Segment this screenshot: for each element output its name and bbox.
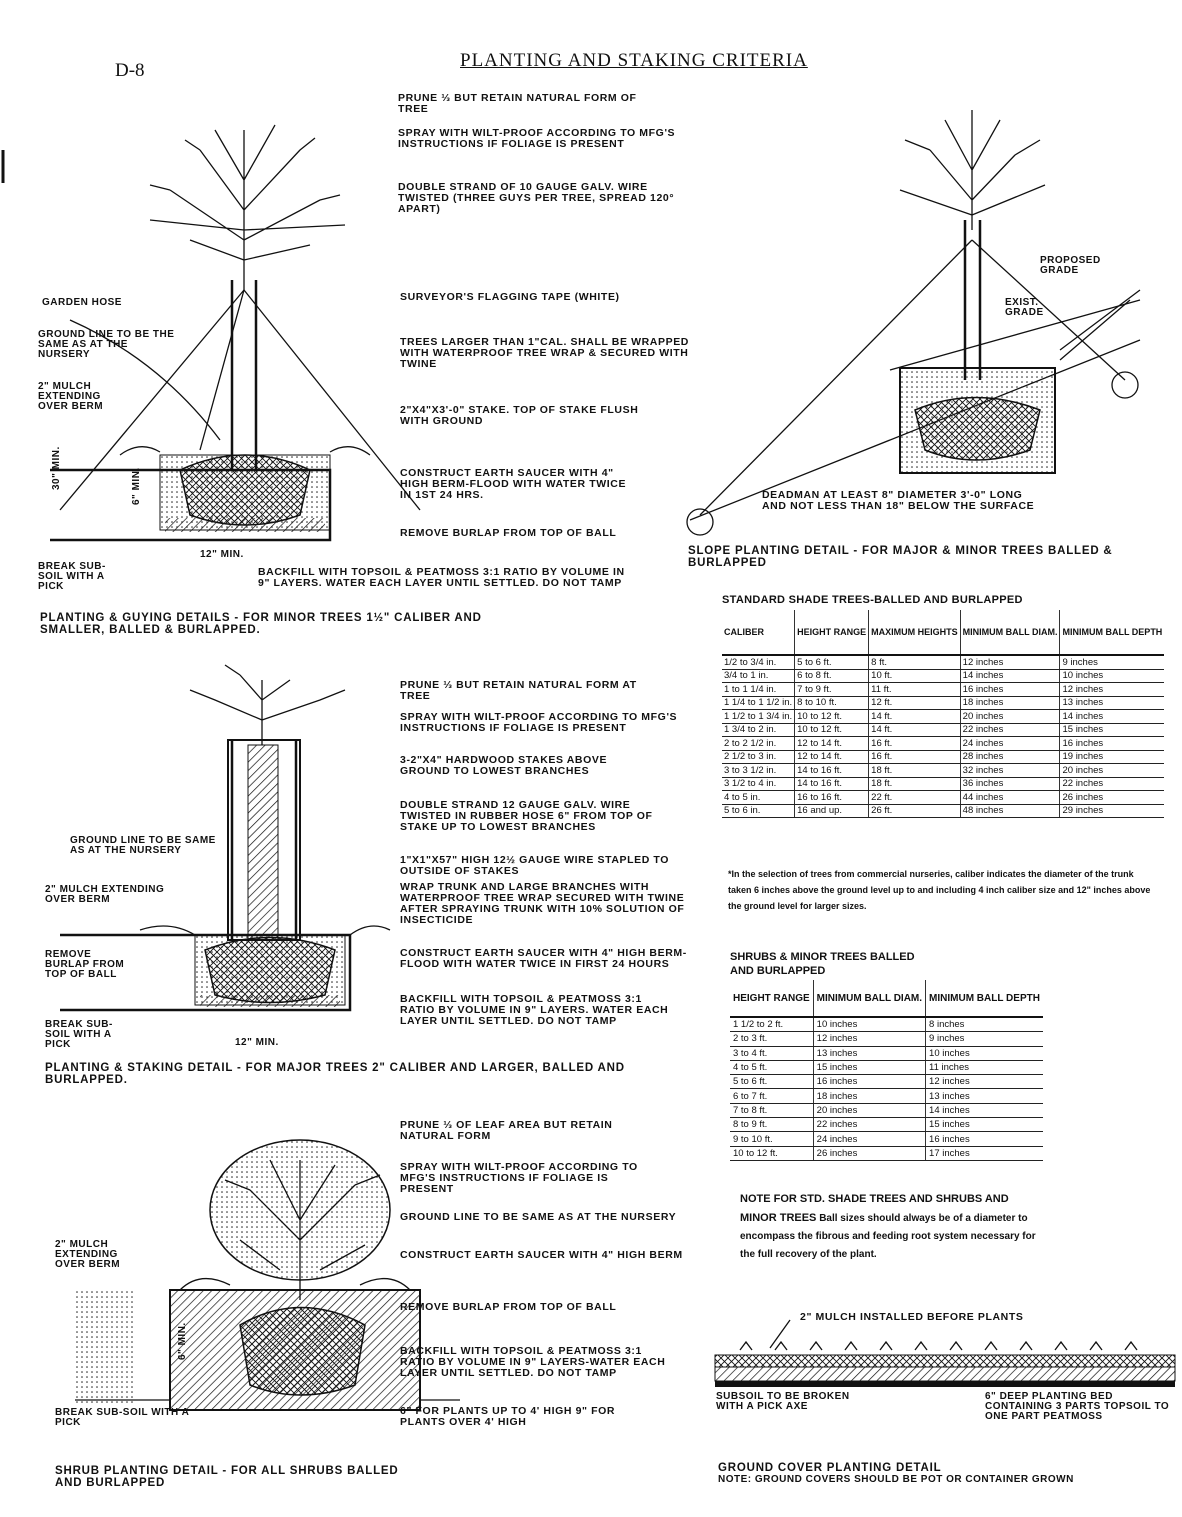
shrub-cell: 6 to 7 ft. bbox=[730, 1089, 813, 1103]
table-row bbox=[730, 1146, 1043, 1160]
shade-table-title: STANDARD SHADE TREES-BALLED AND BURLAPPED bbox=[722, 594, 1023, 606]
shade-cell: 1 1/2 to 1 3/4 in. bbox=[722, 710, 795, 724]
shrub-cell: 15 inches bbox=[813, 1060, 925, 1074]
shade-cell: 5 to 6 ft. bbox=[795, 655, 869, 669]
shrub-cell: 20 inches bbox=[813, 1103, 925, 1117]
callout-ground-line-3: GROUND LINE TO BE SAME AS AT THE NURSERY bbox=[400, 1211, 677, 1223]
shade-cell: 18 inches bbox=[960, 696, 1060, 710]
callout-backfill-3: BACKFILL WITH TOPSOIL & PEATMOSS 3:1 RATIO BY VOLUME IN 9" LAYERS-WATER EACH LAYER UNTIL SETTLED. DO NOT TAMP bbox=[400, 1345, 666, 1379]
shade-cell: 22 inches bbox=[960, 723, 1060, 737]
shrub-cell: 7 to 8 ft. bbox=[730, 1103, 813, 1117]
shade-cell: 9 inches bbox=[1060, 655, 1164, 669]
callout-tree-wrap: TREES LARGER THAN 1"CAL. SHALL BE WRAPPED WITH WATERPROOF TREE WRAP & SECURED WITH TWINE bbox=[400, 336, 689, 370]
detail3-caption: SHRUB PLANTING DETAIL - FOR ALL SHRUBS BALLED AND BURLAPPED bbox=[55, 1465, 399, 1489]
shade-cell: 22 inches bbox=[1060, 777, 1164, 791]
shade-cell: 1/2 to 3/4 in. bbox=[722, 655, 795, 669]
table-row bbox=[722, 764, 1164, 778]
shrub-cell: 3 to 4 ft. bbox=[730, 1046, 813, 1060]
shrub-note-body: Ball sizes should always be of a diameter to encompass the fibrous and feeding root system necessary for the full recovery of the plant. bbox=[740, 1213, 1036, 1260]
shade-cell: 2 to 2 1/2 in. bbox=[722, 737, 795, 751]
callout-depth: 6" FOR PLANTS UP TO 4' HIGH 9" FOR PLANTS OVER 4' HIGH bbox=[400, 1405, 616, 1428]
shrub-cell: 11 inches bbox=[926, 1060, 1043, 1074]
shrub-cell: 10 to 12 ft. bbox=[730, 1146, 813, 1160]
shade-header-4: MINIMUM BALL DEPTH bbox=[1060, 610, 1164, 655]
table-row bbox=[722, 683, 1164, 697]
shrub-cell: 24 inches bbox=[813, 1132, 925, 1146]
callout-guy-wire-2: DOUBLE STRAND 12 GAUGE GALV. WIRE TWISTED IN RUBBER HOSE 6" FROM TOP OF STAKE UP TO LOWEST BRANCHES bbox=[400, 799, 653, 833]
label-ground-line: GROUND LINE TO BE THE SAME AS AT THE NURSERY bbox=[38, 329, 175, 360]
detail1-caption: PLANTING & GUYING DETAILS - FOR MINOR TREES 1½" CALIBER AND SMALLER, BALLED & BURLAPPED. bbox=[40, 612, 482, 636]
callout-spray-3: SPRAY WITH WILT-PROOF ACCORDING TO MFG'S INSTRUCTIONS IF FOLIAGE IS PRESENT bbox=[400, 1161, 638, 1195]
shade-cell: 5 to 6 in. bbox=[722, 804, 795, 818]
ground-cover-caption: GROUND COVER PLANTING DETAIL bbox=[718, 1462, 942, 1474]
page-number: D-8 bbox=[115, 60, 145, 81]
label-mulch-2: 2" MULCH EXTENDING OVER BERM bbox=[45, 884, 165, 905]
table-row bbox=[722, 737, 1164, 751]
label-mulch: 2" MULCH EXTENDING OVER BERM bbox=[38, 381, 104, 412]
shade-header-3: MINIMUM BALL DIAM. bbox=[960, 610, 1060, 655]
shrub-cell: 12 inches bbox=[926, 1075, 1043, 1089]
shade-cell: 26 inches bbox=[1060, 791, 1164, 805]
shade-cell: 20 inches bbox=[960, 710, 1060, 724]
callout-stakes: 3-2"X4" HARDWOOD STAKES ABOVE GROUND TO LOWEST BRANCHES bbox=[400, 754, 608, 777]
shade-cell: 10 ft. bbox=[869, 669, 961, 683]
shrub-cell: 8 inches bbox=[926, 1017, 1043, 1032]
callout-saucer-2: CONSTRUCT EARTH SAUCER WITH 4" HIGH BERM-FLOOD WITH WATER TWICE IN FIRST 24 HOURS bbox=[400, 947, 687, 970]
shade-cell: 4 to 5 in. bbox=[722, 791, 795, 805]
table-row bbox=[730, 1132, 1043, 1146]
shade-cell: 26 ft. bbox=[869, 804, 961, 818]
callout-burlap-3: REMOVE BURLAP FROM TOP OF BALL bbox=[400, 1301, 617, 1313]
detail2-caption: PLANTING & STAKING DETAIL - FOR MAJOR TREES 2" CALIBER AND LARGER, BALLED AND BURLAPPED. bbox=[45, 1062, 625, 1086]
label-mulch-gc: 2" MULCH INSTALLED BEFORE PLANTS bbox=[800, 1311, 1024, 1323]
callout-saucer: CONSTRUCT EARTH SAUCER WITH 4" HIGH BERM-FLOOD WITH WATER TWICE IN 1ST 24 HRS. bbox=[400, 467, 627, 501]
shade-cell: 14 to 16 ft. bbox=[795, 777, 869, 791]
shade-cell: 1 to 1 1/4 in. bbox=[722, 683, 795, 697]
table-row bbox=[722, 804, 1164, 818]
table-row bbox=[730, 1017, 1043, 1032]
shade-cell: 16 ft. bbox=[869, 737, 961, 751]
label-remove-burlap: REMOVE BURLAP FROM TOP OF BALL bbox=[45, 949, 125, 980]
shrub-cell: 2 to 3 ft. bbox=[730, 1032, 813, 1046]
table-row bbox=[730, 1089, 1043, 1103]
shade-header-1: HEIGHT RANGE bbox=[795, 610, 869, 655]
table-row bbox=[722, 655, 1164, 669]
shade-cell: 28 inches bbox=[960, 750, 1060, 764]
label-mulch-3: 2" MULCH EXTENDING OVER BERM bbox=[55, 1239, 121, 1270]
shade-cell: 16 and up. bbox=[795, 804, 869, 818]
callout-backfill-2: BACKFILL WITH TOPSOIL & PEATMOSS 3:1 RATIO BY VOLUME IN 9" LAYERS. WATER EACH LAYER UNTIL SETTLED. DO NOT TAMP bbox=[400, 993, 669, 1027]
shade-cell: 36 inches bbox=[960, 777, 1060, 791]
shrub-cell: 12 inches bbox=[813, 1032, 925, 1046]
shade-cell: 2 1/2 to 3 in. bbox=[722, 750, 795, 764]
shade-cell: 48 inches bbox=[960, 804, 1060, 818]
shrub-cell: 9 to 10 ft. bbox=[730, 1132, 813, 1146]
shade-cell: 6 to 8 ft. bbox=[795, 669, 869, 683]
page-title: PLANTING AND STAKING CRITERIA bbox=[460, 50, 808, 71]
shade-cell: 16 inches bbox=[960, 683, 1060, 697]
shade-cell: 20 inches bbox=[1060, 764, 1164, 778]
shrub-cell: 10 inches bbox=[813, 1017, 925, 1032]
shade-cell: 1 3/4 to 2 in. bbox=[722, 723, 795, 737]
shade-cell: 32 inches bbox=[960, 764, 1060, 778]
shade-cell: 15 inches bbox=[1060, 723, 1164, 737]
shade-table-footnote: *In the selection of trees from commercial nurseries, caliber indicates the diameter of the trunk taken 6 inches above the ground level up to and including 4 inch caliber size and 12" inches above the ground level for larger sizes. bbox=[728, 869, 1151, 911]
callout-wrap-trunk: WRAP TRUNK AND LARGE BRANCHES WITH WATERPROOF TREE WRAP SECURED WITH TWINE AFTER SPRAYING TRUNK WITH 10% SOLUTION OF INSECTICIDE bbox=[400, 881, 685, 926]
label-proposed-grade: PROPOSED GRADE bbox=[1040, 255, 1101, 276]
label-ground-line-2: GROUND LINE TO BE SAME AS AT THE NURSERY bbox=[70, 835, 216, 856]
shade-cell: 8 ft. bbox=[869, 655, 961, 669]
shade-cell: 14 ft. bbox=[869, 723, 961, 737]
shrub-cell: 4 to 5 ft. bbox=[730, 1060, 813, 1074]
shade-cell: 10 to 12 ft. bbox=[795, 723, 869, 737]
shrub-cell: 9 inches bbox=[926, 1032, 1043, 1046]
shrub-cell: 14 inches bbox=[926, 1103, 1043, 1117]
shade-cell: 14 to 16 ft. bbox=[795, 764, 869, 778]
callout-prune: PRUNE ⅓ BUT RETAIN NATURAL FORM OF TREE bbox=[398, 92, 637, 115]
shrub-cell: 26 inches bbox=[813, 1146, 925, 1160]
callout-saucer-3: CONSTRUCT EARTH SAUCER WITH 4" HIGH BERM bbox=[400, 1249, 683, 1261]
table-row bbox=[730, 1118, 1043, 1132]
shade-cell: 24 inches bbox=[960, 737, 1060, 751]
label-dim-30: 30" MIN. bbox=[51, 446, 62, 490]
shrub-table-title: SHRUBS & MINOR TREES BALLED AND BURLAPPED bbox=[730, 951, 915, 977]
shrub-note bbox=[740, 1190, 1036, 1264]
shrub-cell: 13 inches bbox=[926, 1089, 1043, 1103]
shade-cell: 12 to 14 ft. bbox=[795, 750, 869, 764]
label-bed-gc: 6" DEEP PLANTING BED CONTAINING 3 PARTS TOPSOIL TO ONE PART PEATMOSS bbox=[985, 1391, 1170, 1422]
shade-cell: 14 inches bbox=[960, 669, 1060, 683]
label-dim-6: 6" MIN. bbox=[131, 467, 142, 505]
callout-stake: 2"X4"X3'-0" STAKE. TOP OF STAKE FLUSH WITH GROUND bbox=[400, 404, 639, 427]
table-row bbox=[722, 791, 1164, 805]
table-row bbox=[722, 696, 1164, 710]
shade-trees-table bbox=[722, 610, 1164, 818]
shade-cell: 10 inches bbox=[1060, 669, 1164, 683]
shrubs-table bbox=[730, 980, 1043, 1161]
callout-prune-2: PRUNE ⅓ BUT RETAIN NATURAL FORM AT TREE bbox=[400, 679, 637, 702]
shade-cell: 3/4 to 1 in. bbox=[722, 669, 795, 683]
shrub-cell: 13 inches bbox=[813, 1046, 925, 1060]
shade-cell: 44 inches bbox=[960, 791, 1060, 805]
table-row bbox=[730, 1046, 1043, 1060]
shrub-cell: 5 to 6 ft. bbox=[730, 1075, 813, 1089]
shrub-cell: 18 inches bbox=[813, 1089, 925, 1103]
shrub-cell: 8 to 9 ft. bbox=[730, 1118, 813, 1132]
shrub-header-2: MINIMUM BALL DEPTH bbox=[926, 980, 1043, 1017]
shade-cell: 16 to 16 ft. bbox=[795, 791, 869, 805]
slope-caption: SLOPE PLANTING DETAIL - FOR MAJOR & MINOR TREES BALLED & BURLAPPED bbox=[688, 545, 1113, 569]
shrub-cell: 17 inches bbox=[926, 1146, 1043, 1160]
shade-cell: 14 inches bbox=[1060, 710, 1164, 724]
shade-cell: 3 1/2 to 4 in. bbox=[722, 777, 795, 791]
label-dim-12-2: 12" MIN. bbox=[235, 1037, 279, 1048]
label-break-subsoil-2: BREAK SUB-SOIL WITH A PICK bbox=[45, 1019, 113, 1050]
shade-cell: 16 inches bbox=[1060, 737, 1164, 751]
shade-cell: 11 ft. bbox=[869, 683, 961, 697]
callout-guy-wire: DOUBLE STRAND OF 10 GAUGE GALV. WIRE TWISTED (THREE GUYS PER TREE, SPREAD 120° APART) bbox=[398, 181, 675, 215]
shrub-cell: 16 inches bbox=[813, 1075, 925, 1089]
shade-cell: 10 to 12 ft. bbox=[795, 710, 869, 724]
ground-cover-drawing bbox=[715, 1320, 1175, 1387]
shrub-cell: 22 inches bbox=[813, 1118, 925, 1132]
shrub-cell: 10 inches bbox=[926, 1046, 1043, 1060]
label-break-subsoil: BREAK SUB-SOIL WITH A PICK bbox=[38, 561, 106, 592]
shrub-cell: 15 inches bbox=[926, 1118, 1043, 1132]
label-deadman: DEADMAN AT LEAST 8" DIAMETER 3'-0" LONG AND NOT LESS THAN 18" BELOW THE SURFACE bbox=[762, 489, 1035, 512]
table-row bbox=[722, 723, 1164, 737]
shade-cell: 16 ft. bbox=[869, 750, 961, 764]
shade-cell: 3 to 3 1/2 in. bbox=[722, 764, 795, 778]
label-dim-6-3: 6" MIN. bbox=[177, 1322, 188, 1360]
shade-cell: 14 ft. bbox=[869, 710, 961, 724]
shrub-note-title: NOTE FOR STD. SHADE TREES AND SHRUBS AND MINOR TREES bbox=[740, 1193, 1009, 1224]
table-row bbox=[730, 1032, 1043, 1046]
callout-spray-2: SPRAY WITH WILT-PROOF ACCORDING TO MFG'S INSTRUCTIONS IF FOLIAGE IS PRESENT bbox=[400, 711, 678, 734]
shade-cell: 12 inches bbox=[960, 655, 1060, 669]
callout-spray: SPRAY WITH WILT-PROOF ACCORDING TO MFG'S INSTRUCTIONS IF FOLIAGE IS PRESENT bbox=[398, 127, 676, 150]
shade-cell: 29 inches bbox=[1060, 804, 1164, 818]
callout-backfill: BACKFILL WITH TOPSOIL & PEATMOSS 3:1 RATIO BY VOLUME IN 9" LAYERS. WATER EACH LAYER UNTIL SETTLED. DO NOT TAMP bbox=[258, 566, 625, 589]
table-row bbox=[722, 777, 1164, 791]
shrub-cell: 1 1/2 to 2 ft. bbox=[730, 1017, 813, 1032]
shade-cell: 13 inches bbox=[1060, 696, 1164, 710]
label-break-subsoil-3: BREAK SUB-SOIL WITH A PICK bbox=[55, 1407, 190, 1428]
shade-header-2: MAXIMUM HEIGHTS bbox=[869, 610, 961, 655]
shade-cell: 8 to 10 ft. bbox=[795, 696, 869, 710]
shade-cell: 18 ft. bbox=[869, 764, 961, 778]
shade-cell: 12 ft. bbox=[869, 696, 961, 710]
shade-header-0: CALIBER bbox=[722, 610, 795, 655]
label-exist-grade: EXIST. GRADE bbox=[1005, 297, 1044, 318]
table-row bbox=[722, 710, 1164, 724]
label-dim-12: 12" MIN. bbox=[200, 549, 244, 560]
slope-planting-drawing bbox=[687, 110, 1140, 535]
shrub-drawing bbox=[70, 1140, 460, 1517]
ground-cover-note: NOTE: GROUND COVERS SHOULD BE POT OR CONTAINER GROWN bbox=[718, 1474, 1074, 1485]
callout-wire-mesh: 1"X1"X57" HIGH 12½ GAUGE WIRE STAPLED TO OUTSIDE OF STAKES bbox=[400, 854, 670, 877]
shade-cell: 19 inches bbox=[1060, 750, 1164, 764]
shade-cell: 22 ft. bbox=[869, 791, 961, 805]
shrub-header-0: HEIGHT RANGE bbox=[730, 980, 813, 1017]
callout-burlap: REMOVE BURLAP FROM TOP OF BALL bbox=[400, 527, 617, 539]
label-garden-hose: GARDEN HOSE bbox=[42, 297, 122, 308]
callout-flagging: SURVEYOR'S FLAGGING TAPE (WHITE) bbox=[400, 291, 620, 303]
label-subsoil-gc: SUBSOIL TO BE BROKEN WITH A PICK AXE bbox=[716, 1391, 850, 1412]
shrub-header-1: MINIMUM BALL DIAM. bbox=[813, 980, 925, 1017]
table-row bbox=[722, 750, 1164, 764]
table-row bbox=[722, 669, 1164, 683]
table-row bbox=[730, 1075, 1043, 1089]
table-row bbox=[730, 1103, 1043, 1117]
shade-cell: 1 1/4 to 1 1/2 in. bbox=[722, 696, 795, 710]
shrub-cell: 16 inches bbox=[926, 1132, 1043, 1146]
callout-prune-3: PRUNE ⅓ OF LEAF AREA BUT RETAIN NATURAL FORM bbox=[400, 1119, 613, 1142]
shade-cell: 12 inches bbox=[1060, 683, 1164, 697]
shade-cell: 7 to 9 ft. bbox=[795, 683, 869, 697]
shade-cell: 18 ft. bbox=[869, 777, 961, 791]
table-row bbox=[730, 1060, 1043, 1074]
shade-cell: 12 to 14 ft. bbox=[795, 737, 869, 751]
